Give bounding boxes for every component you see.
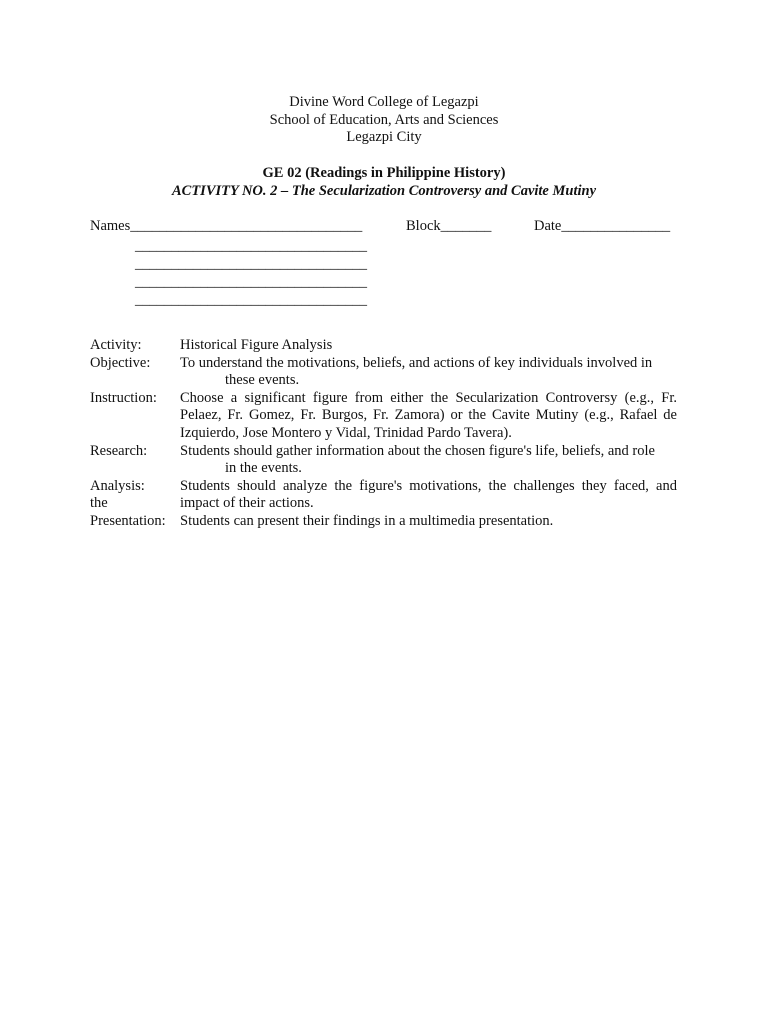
names-blank-line: ________________________________ [135,274,367,290]
activity-label: Activity: [90,337,142,353]
research-line: in the events. [225,460,302,477]
analysis-label-line: the [90,495,108,512]
date-field [534,218,670,236]
research-label: Research: [90,442,148,459]
document-header [0,94,768,147]
research-text [180,443,677,478]
activity-row [90,337,677,355]
activity-details [90,337,677,531]
presentation-label: Presentation: [90,512,166,529]
presentation-text: Students can present their findings in a multimedia presentation. [180,512,554,529]
school-name: School of Education, Arts and Sciences [269,111,499,128]
college-name: Divine Word College of Legazpi [289,94,479,110]
city-name: Legazpi City [346,129,422,145]
names-label: Names [90,218,131,234]
objective-line: these events. [225,372,300,389]
research-row [90,443,677,478]
course-title: GE 02 (Readings in Philippine History) [262,165,506,181]
date-label: Date [534,218,562,234]
block-label: Block [406,218,441,234]
objective-text [180,355,677,390]
names-blank-line: ________________________________ [135,256,367,272]
presentation-row [90,513,677,531]
activity-title: ACTIVITY NO. 2 – The Secularization Controversy and Cavite Mutiny [171,182,597,199]
objective-row [90,355,677,390]
block-field [406,218,491,236]
analysis-label-line: Analysis: [90,477,145,494]
analysis-row [90,478,677,513]
names-blank-line: ________________________________ [135,238,367,254]
objective-label: Objective: [90,354,151,371]
block-blank: _______ [440,218,492,234]
analysis-label [90,478,180,513]
instruction-label: Instruction: [90,389,157,406]
objective-line: To understand the motivations, beliefs, and actions of key individuals involved in [180,354,653,371]
research-line: Students should gather information about the chosen figure's life, beliefs, and role [180,442,655,459]
instruction-text: Choose a significant figure from either the Secularization Controversy (e.g., Fr. Pelaez, Fr. Gomez, Fr. Burgos, Fr. Zamora) or the Cavite Mutiny (e.g., Rafael de Izquierdo, Jose Montero y Vidal, Trinidad Pardo Tavera). [180,389,677,441]
activity-text: Historical Figure Analysis [180,337,333,353]
names-blank-line: ________________________________ [135,292,367,308]
names-field [90,218,362,236]
analysis-text: Students should analyze the figure's motivations, the challenges they faced, and impact of their actions. [180,477,677,512]
names-blank: ________________________________ [130,218,363,234]
course-heading [0,165,768,200]
instruction-row [90,390,677,443]
date-blank: _______________ [561,218,671,234]
